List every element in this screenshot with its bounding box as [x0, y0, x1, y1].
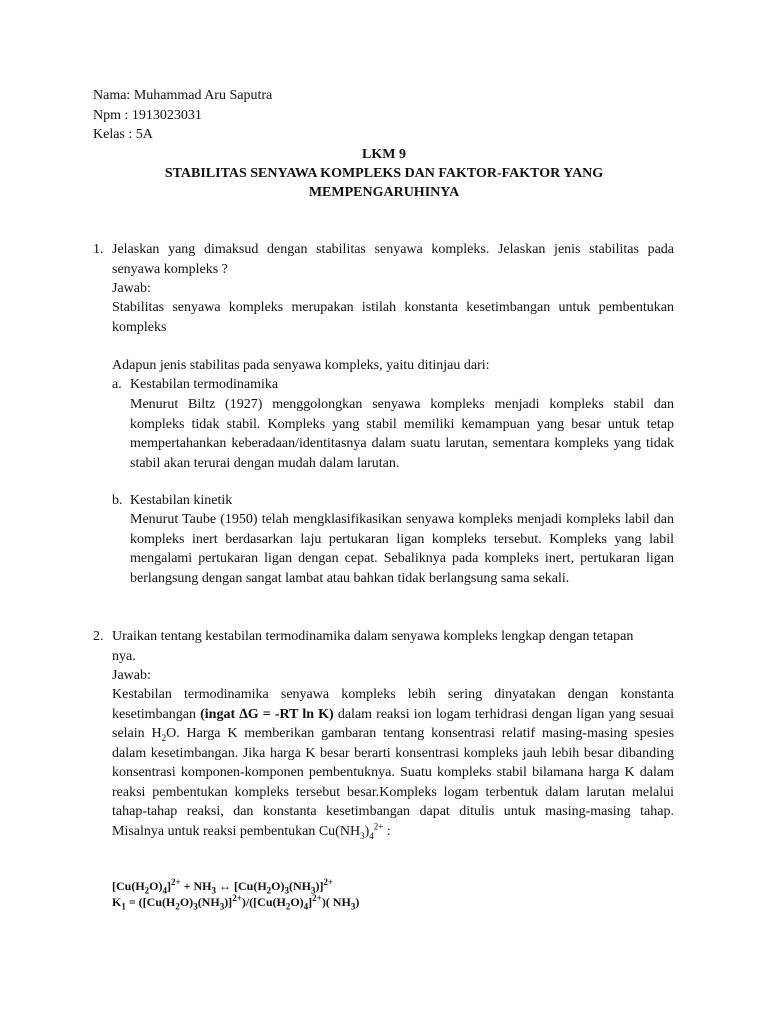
answer-part-3: O. Harga K memberikan gambaran tentang konsentrasi relatif masing-masing spesies dalam kesetimbangan. Jika harga K besar berarti konsentrasi kompleks jauh lebih besar dibanding konsentrasi komponen-komponen pembentuknya. Suatu kompleks stabil bilamana harga K dalam reaksi pembentukan kompleks tersebut besar.Kompleks logam terbentuk dalam larutan melalui tahap-tahap reaksi, dan konstanta kesetimbangan dapat ditulis untuk masing-masing tahap. Misalnya untuk reaksi pembentukan Cu(NH — [112, 726, 675, 839]
student-class: Kelas : 5A — [93, 127, 153, 142]
item-b-text: Menurut Taube (1950) telah mengklasifikasikan senyawa kompleks menjadi kompleks labil dan kompleks inert berdasarkan laju pertukaran ligan kompleks tersebut. Kompleks yang labil mengalami pertukaran ligan dengan cepat. Sebaliknya pada kompleks inert, pertukaran ligan berlangsung dengan sangat lambat atau bahkan tidak berlangsung sama sekali. — [130, 512, 674, 586]
charge-superscript: 2+ — [373, 820, 384, 831]
answer-part-3-close: ) — [364, 823, 370, 839]
answer-part-2: dalam reaksi ion logam terhidrasi dengan ligan yang sesuai selain H — [112, 706, 675, 741]
question-2-text: Uraikan tentang kestabilan termodinamika dalam senyawa kompleks lengkap dengan tetapan nya. — [112, 629, 634, 664]
equilibrium-constant-equation: $K_1 = ([Cu(H_2O)_3(NH_3)]^{2+})/([Cu(H_2O)_4]^{2+})$( $NH_3$) — [112, 893, 360, 912]
question-1-answer: Stabilitas senyawa kompleks merupakan istilah konstanta kesetimbangan untuk pembentukan kompleks — [112, 300, 674, 335]
item-a-title: Kestabilan termodinamika — [130, 377, 279, 392]
question-2-number: 2. — [93, 629, 104, 644]
h2o-subscript: 2 — [161, 732, 167, 743]
answer-part-1: Kestabilan termodinamika senyawa kompleks lebih sering dinyatakan dengan konstanta kesetimbangan — [112, 687, 674, 722]
question-1-jawab-label: Jawab: — [112, 281, 151, 296]
student-npm: Npm : 1913023031 — [93, 107, 202, 123]
nh3-subscript: 3 — [360, 830, 365, 841]
question-1-number: 1. — [93, 242, 104, 257]
worksheet-number: LKM 9 — [362, 147, 406, 162]
item-a-letter: a. — [112, 377, 122, 392]
student-header — [93, 86, 272, 145]
question-1-intro: Adapun jenis stabilitas pada senyawa kompleks, yaitu ditinjau dari: — [112, 358, 490, 373]
reaction-equation: $[Cu(H_2O)_4]^{2+} + NH_3$ ↔ $[Cu(H_2O)_3(NH_3)]^{2+}$ — [112, 877, 334, 896]
gibbs-equation: (ingat ∆G = -RT ln K) — [200, 706, 334, 722]
question-2-jawab-label: Jawab: — [112, 668, 151, 683]
answer-part-end: : — [383, 823, 391, 839]
item-b-title: Kestabilan kinetik — [130, 493, 233, 508]
student-name: Nama: Muhammad Aru Saputra — [93, 88, 273, 103]
question-1-text: Jelaskan yang dimaksud dengan stabilitas senyawa kompleks. Jelaskan jenis stabilitas pada senyawa kompleks ? — [112, 242, 674, 277]
worksheet-title-line-1: STABILITAS SENYAWA KOMPLEKS DAN FAKTOR-FAKTOR YANG — [164, 166, 604, 181]
worksheet-title-line-2: MEMPENGARUHINYA — [308, 185, 460, 200]
nh3-count-subscript: 4 — [369, 830, 374, 841]
item-b-letter: b. — [112, 493, 123, 508]
question-2-answer — [112, 685, 674, 841]
item-a-text: Menurut Biltz (1927) menggolongkan senyawa kompleks menjadi kompleks stabil dan kompleks tidak stabil. Kompleks yang stabil memiliki kemampuan yang besar untuk tetap mempertahankan keberadaan/identitasnya dalam suatu larutan, sementara kompleks yang tidak stabil akan terurai dengan mudah dalam larutan. — [130, 397, 674, 471]
